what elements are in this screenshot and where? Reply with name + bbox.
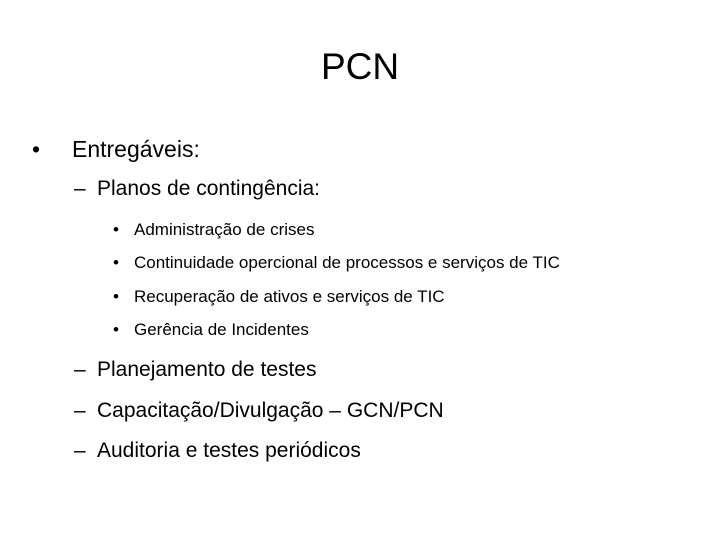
bullet-text: Entregáveis:: [72, 136, 200, 162]
dash-icon: –: [74, 439, 86, 462]
dash-icon: –: [74, 358, 86, 381]
bullet-text: Continuidade opercional de processos e serviços de TIC: [134, 253, 560, 272]
bullet-text: Auditoria e testes periódicos: [97, 439, 361, 462]
dash-icon: –: [74, 177, 86, 200]
bullet-text: Planos de contingência:: [97, 177, 320, 200]
bullet-text: Recuperação de ativos e serviços de TIC: [134, 287, 445, 306]
dash-icon: –: [74, 399, 86, 422]
bullet-icon: •: [113, 253, 119, 272]
bullet-text: Administração de crises: [134, 220, 315, 239]
slide-title: PCN: [320, 46, 400, 87]
bullet-text: Gerência de Incidentes: [134, 320, 309, 339]
bullet-icon: •: [32, 136, 41, 162]
bullet-text: Planejamento de testes: [97, 358, 317, 381]
bullet-icon: •: [113, 287, 119, 306]
bullet-icon: •: [113, 220, 119, 239]
bullet-text: Capacitação/Divulgação – GCN/PCN: [97, 399, 444, 422]
bullet-icon: •: [113, 320, 119, 339]
